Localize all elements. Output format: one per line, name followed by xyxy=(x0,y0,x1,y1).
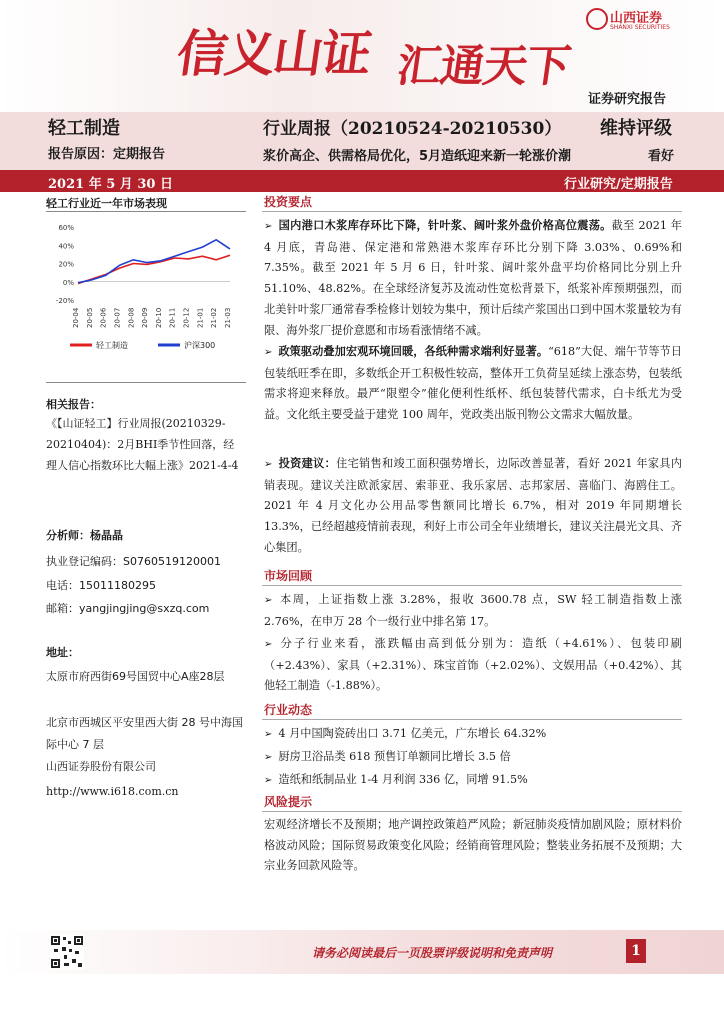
analyst-email[interactable]: 邮箱：yangjingjing@sxzq.com xyxy=(46,602,210,615)
arrow-bullet-icon: ➢ xyxy=(264,752,273,763)
x-tick-label: 21-02 xyxy=(210,307,219,328)
point-investment-advice: ➢ 投资建议：住宅销售和竣工面积强势增长，边际改善显著，看好 2021 年家具内销表现。建议关注欧派家居、索菲亚、我乐家居、志邦家居、喜临门、海鸥住工。2021 年 4 月文化办公用品零售额同比增长 6.7%，相对 2019 年同期增长 13.3%，已经超越疫情前表现，利好上市公司全年业绩增长，建议关注晨光文具、齐心集团。 xyxy=(264,457,682,554)
divider xyxy=(46,382,246,383)
rating-view: 看好 xyxy=(648,149,675,164)
y-tick-label: -20% xyxy=(55,297,74,305)
report-subtitle: 浆价高企、供需格局优化，5月造纸迎来新一轮涨价潮 xyxy=(263,149,572,164)
related-heading: 相关报告： xyxy=(46,398,101,411)
arrow-bullet-icon: ➢ xyxy=(264,347,273,358)
qr-code-icon xyxy=(50,935,84,969)
market-review-1: ➢ 本周，上证指数上涨 3.28%，报收 3600.78 点，SW 轻工制造指数上涨 2.76%，在申万 28 个一级行业中排名第 17。 xyxy=(264,593,682,628)
y-tick-label: 40% xyxy=(58,242,74,251)
chart-svg xyxy=(40,215,245,365)
x-tick-label: 20-05 xyxy=(85,307,94,328)
x-tick-label: 20-07 xyxy=(113,307,122,328)
chart-title: 轻工行业近一年市场表现 xyxy=(46,197,167,210)
arrow-bullet-icon: ➢ xyxy=(264,775,273,786)
page-number: 1 xyxy=(626,939,646,963)
company-logo-icon xyxy=(586,8,608,30)
address-beijing: 北京市西城区平安里西大街 28 号中海国际中心 7 层 xyxy=(46,716,243,751)
y-tick-label: 0% xyxy=(62,278,74,287)
slogan-left: 信义山证 xyxy=(173,24,374,83)
section-heading-investment: 投资要点 xyxy=(264,195,313,209)
sector-name: 轻工制造 xyxy=(48,118,120,139)
report-date: 2021 年 5 月 30 日 xyxy=(48,177,173,192)
dynamics-item: ➢ 造纸和纸制品业 1-4 月利润 336 亿，同增 91.5% xyxy=(264,773,528,786)
slogan-right: 汇通天下 xyxy=(393,41,573,92)
disclaimer: 请务必阅读最后一页股票评级说明和免责声明 xyxy=(312,946,553,960)
arrow-bullet-icon: ➢ xyxy=(264,595,273,606)
x-tick-label: 21-01 xyxy=(196,307,205,328)
dynamics-item: ➢ 厨房卫浴品类 618 预售订单额同比增长 3.5 倍 xyxy=(264,750,511,763)
arrow-bullet-icon: ➢ xyxy=(264,459,273,470)
point-pulp-inventory: ➢ 国内港口木浆库存环比下降，针叶浆、阔叶浆外盘价格高位震荡。截至 2021 年 4 月底，青岛港、保定港和常熟港木浆库存环比分别下降 3.03%、0.69%和 7.35%。截至 2021 年 5 月 6 日，针叶浆、阔叶浆外盘平均价格同比分别上升 51.10%、48.82%。在全球经济复苏及流动性宽松背景下，纸浆补库预期强烈，而北美针叶浆厂通常春季检修计划较为集中，预计后续产浆国出口到中国木浆量较为有限、海外浆厂提价意愿和市场看涨情绪不减。 xyxy=(264,219,682,337)
section-heading-market: 市场回顾 xyxy=(264,569,313,583)
section-heading-dynamics: 行业动态 xyxy=(264,703,313,717)
address-taiyuan: 太原市府西街69号国贸中心A座28层 xyxy=(46,670,225,683)
company-website-link[interactable]: http://www.i618.com.cn xyxy=(46,785,179,798)
point-policy-demand: ➢ 政策驱动叠加宏观环境回暖，各纸种需求端利好显著。“618”大促、端午节等节日包装纸旺季在即，多数纸企开工积极性较高，整体开工负荷呈延续上涨态势，包装纸需求将迎来释放。最严“限塑令”催化便利性纸杯、纸包装替代需求，白卡纸尤为受益。文化纸主要受益于建党 100 周年，党政类出版刊物公文需求大幅放量。 xyxy=(264,345,682,422)
x-tick-label: 20-11 xyxy=(168,307,177,328)
report-category: 行业研究/定期报告 xyxy=(564,177,673,192)
company-name: 山西证券股份有限公司 xyxy=(46,760,156,773)
report-kind: 证券研究报告 xyxy=(588,92,667,107)
section-rule xyxy=(262,811,682,812)
x-tick-label: 21-03 xyxy=(224,307,232,328)
address-heading: 地址： xyxy=(46,646,79,659)
x-tick-label: 20-12 xyxy=(182,307,191,328)
section-rule xyxy=(262,211,682,212)
market-review-2: ➢ 分子行业来看，涨跌幅由高到低分别为：造纸（+4.61%）、包装印刷（+2.43%）、家具（+2.31%）、珠宝首饰（+2.02%）、文娱用品（+0.42%）、其他轻工制造（-1.88%）。 xyxy=(264,637,682,693)
legend-label: 轻工制造 xyxy=(96,341,128,350)
market-performance-chart xyxy=(40,215,245,365)
dynamics-item: ➢ 4 月中国陶瓷砖出口 3.71 亿美元，广东增长 64.32% xyxy=(264,727,547,740)
section-heading-risk: 风险提示 xyxy=(264,795,313,809)
report-title: 行业周报（20210524-20210530） xyxy=(263,119,562,139)
x-tick-label: 20-04 xyxy=(72,307,80,328)
series-line xyxy=(78,255,230,283)
section-rule xyxy=(262,585,682,586)
divider xyxy=(46,211,246,212)
arrow-bullet-icon: ➢ xyxy=(264,729,273,740)
arrow-bullet-icon: ➢ xyxy=(264,639,273,650)
related-report-link[interactable]: 《【山证轻工】行业周报(20210329-20210404)：2月BHI季节性回落，经理人信心指数环比大幅上涨》2021-4-4 xyxy=(46,417,239,472)
section-rule xyxy=(262,719,682,720)
risk-text: 宏观经济增长不及预期；地产调控政策趋严风险；新冠肺炎疫情加剧风险；原材料价格波动风险；国际贸易政策变化风险；经销商管理风险；整装业务拓展不及预期；大宗业务回款风险等。 xyxy=(264,818,682,873)
logo-cn-text: 山西证券 xyxy=(610,11,663,26)
report-reason: 报告原因：定期报告 xyxy=(48,147,166,162)
x-tick-label: 20-06 xyxy=(99,307,108,328)
analyst-heading: 分析师：杨晶晶 xyxy=(46,529,123,542)
series-line xyxy=(78,240,230,283)
analyst-tel: 电话：15011180295 xyxy=(46,579,156,592)
legend-label: 沪深300 xyxy=(184,341,216,350)
x-tick-label: 20-10 xyxy=(154,307,163,328)
x-tick-label: 20-09 xyxy=(141,307,150,328)
rating: 维持评级 xyxy=(600,118,672,139)
y-tick-label: 20% xyxy=(58,260,74,269)
y-tick-label: 60% xyxy=(58,224,74,232)
x-tick-label: 20-08 xyxy=(127,307,136,328)
analyst-cert: 执业登记编码：S0760519120001 xyxy=(46,555,221,568)
arrow-bullet-icon: ➢ xyxy=(264,221,273,232)
logo-en-text: SHANXI SECURITIES xyxy=(610,24,670,31)
